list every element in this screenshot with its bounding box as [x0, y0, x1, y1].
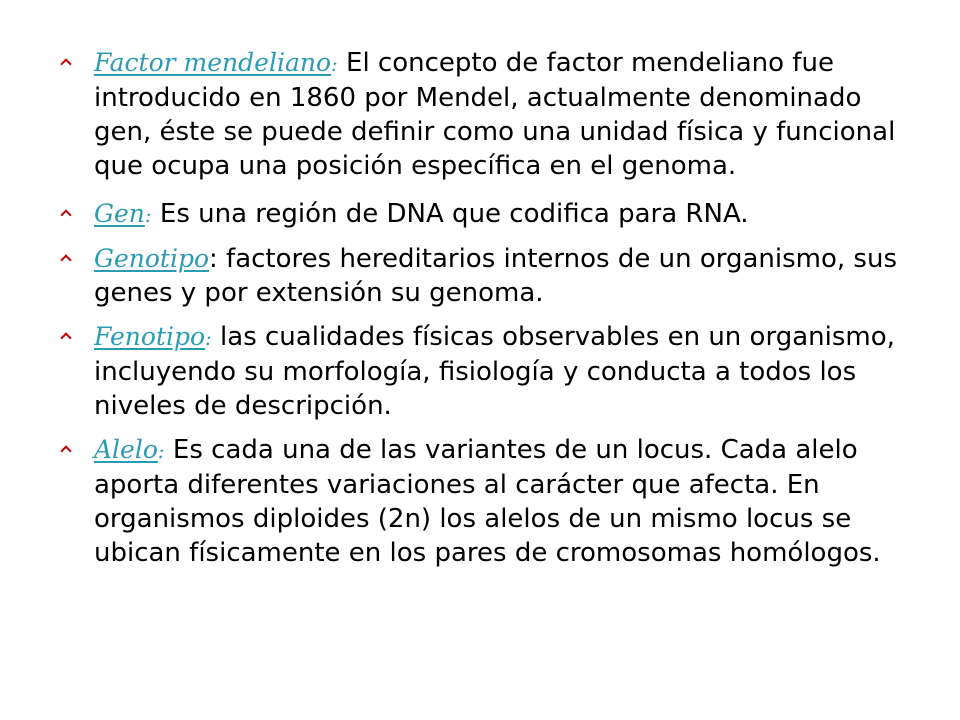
- term-separator: :: [157, 439, 165, 463]
- definition-item-alelo: [62, 433, 922, 570]
- bullet-chevron-icon: [60, 254, 71, 265]
- term-separator: :: [205, 326, 212, 350]
- bullet-chevron-icon: [60, 332, 71, 343]
- definition-item-fenotipo: [62, 320, 922, 423]
- term-separator: :: [144, 203, 152, 227]
- term-link-fenotipo[interactable]: Fenotipo: [94, 322, 206, 351]
- definition-text: las cualidades físicas observables en un organismo, incluyendo su morfología, fisiología y conducta a todos los niveles de descripción.: [94, 322, 895, 421]
- term-link-gen[interactable]: Gen: [94, 199, 145, 228]
- definition-text: El concepto de factor mendeliano fue introducido en 1860 por Mendel, actualmente denominado gen, éste se puede definir como una unidad física y funcional que ocupa una posición específica en el genoma.: [94, 48, 896, 181]
- term-link-alelo[interactable]: Alelo: [94, 435, 158, 464]
- definition-text: factores hereditarios internos de un organismo, sus genes y por extensión su genoma.: [94, 244, 897, 308]
- bullet-chevron-icon: [60, 445, 71, 456]
- definition-list: [62, 46, 922, 584]
- definition-item-factor-mendeliano: [62, 46, 922, 183]
- definition-item-genotipo: [62, 242, 922, 310]
- definition-text: Es una región de DNA que codifica para RNA.: [151, 199, 749, 229]
- definition-item-gen: [62, 197, 922, 232]
- term-link-genotipo[interactable]: Genotipo: [94, 244, 210, 273]
- bullet-chevron-icon: [60, 58, 71, 69]
- term-link-factor-mendeliano[interactable]: Factor mendeliano: [94, 48, 331, 77]
- term-separator: :: [331, 52, 338, 76]
- bullet-chevron-icon: [60, 209, 71, 220]
- definition-text: Es cada una de las variantes de un locus. Cada alelo aporta diferentes variaciones al carácter que afecta. En organismos diploides (2n) los alelos de un mismo locus se ubican físicamente en los pares de cromosomas homólogos.: [94, 435, 881, 568]
- term-separator: :: [209, 244, 218, 274]
